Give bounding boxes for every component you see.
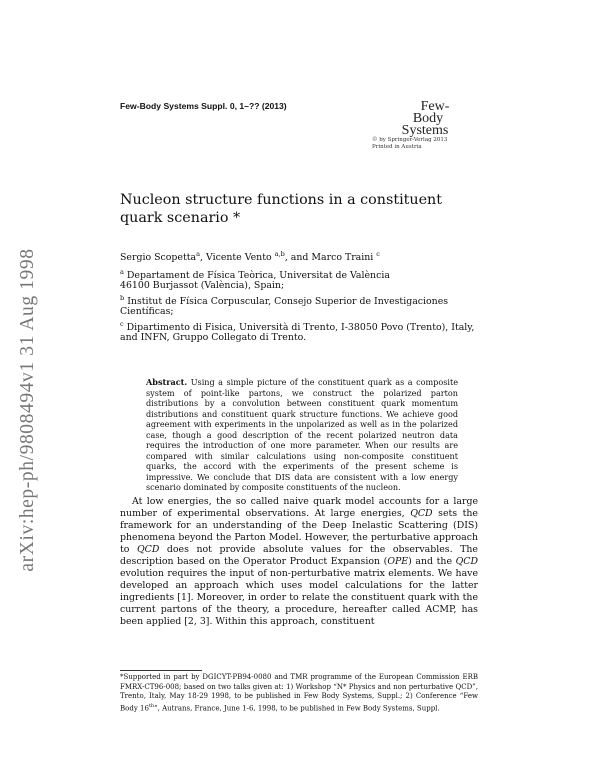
- arxiv-id: arXiv:hep-ph/9808494v1 31 Aug 1998: [17, 248, 38, 572]
- journal-logo: [392, 101, 464, 137]
- printed-line: Printed in Austria: [372, 144, 422, 150]
- copyright-line: © by Springer-Verlag 2013: [372, 137, 448, 143]
- abstract: [146, 377, 458, 493]
- author-list: Sergio Scopetta$^a$, Vicente Vento $^{a,b}$, and Marco Traini $^c$: [120, 250, 380, 264]
- abstract-text: Using a simple picture of the constituent quark as a composite system of point-like partons, we construct the polarized parton distributions by a convolution between constituent quark momentum distributions and constituent quark structure functions. We achieve good agreement with experiments in the unpolarized as well as in the polarized case, though a good description of the recent polarized neutron data requires the introduction of one more parameter. When our results are compared with similar calculations using non-composite constituent quarks, the accord with the experiments of the present scheme is impressive. We conclude that DIS data are consistent with a low energy scenario dominated by composite constituents of the nucleon.: [146, 377, 458, 492]
- arxiv-watermark: [8, 200, 48, 620]
- copyright-notice: [372, 137, 447, 151]
- footnote-rule: [120, 670, 202, 671]
- affiliation-line: $^a$ Departament de Física Teòrica, Universitat de València: [120, 268, 390, 282]
- affiliation-line: Científicas;: [120, 306, 174, 317]
- paper-title: Nucleon structure functions in a constituent quark scenario *: [120, 192, 443, 226]
- affiliation-line: 46100 Burjassot (València), Spain;: [120, 280, 285, 291]
- logo-line-2: Body: [412, 111, 444, 126]
- abstract-label: Abstract.: [146, 377, 188, 387]
- body-paragraph: At low energies, the so called naive quark model accounts for a large number of experimental observations. At large energies, QCD sets the framework for an understanding of the Deep Inelastic Scattering (DIS) phenomena beyond the Parton Model. However, the perturbative approach to QCD does not provide absolute values for the observables. The description based on the Operator Product Expansion (OPE) and the QCD evolution requires the input of non-perturbative matrix elements. We have developed an approach which uses model calculations for the latter ingredients [1]. Moreover, in order to relate the constituent quark with the current partons of the theory, a procedure, hereafter called ACMP, has been applied [2, 3]. Within this approach, constituent: [120, 496, 478, 627]
- logo-line-3: Systems: [401, 123, 449, 138]
- journal-header: Few-Body Systems Suppl. 0, 1–?? (2013): [120, 101, 287, 111]
- affiliation-line: and INFN, Gruppo Collegato di Trento.: [120, 332, 307, 343]
- affiliation-line: $^c$ Dipartimento di Fisica, Università di Trento, I-38050 Povo (Trento), Italy,: [120, 320, 475, 334]
- affiliation-line: $^b$ Institut de Física Corpuscular, Consejo Superior de Investigaciones: [120, 294, 449, 308]
- body-text: [120, 496, 478, 628]
- logo-line-1: Few-: [420, 99, 450, 114]
- footnote: *Supported in part by DGICYT-PB94-0080 and TMR programme of the European Commission ERB FMRX-CT96-008; based on two talks given at: 1) Workshop “N* Physics and non perturbative QCD”, Trento, Italy, May 18-29 1998, to be published in Few Body Systems, Suppl.; 2) Conference “Few Body 16th”, Autrans, France, June 1-6, 1998, to be published in Few Body Systems, Suppl.: [120, 673, 478, 712]
